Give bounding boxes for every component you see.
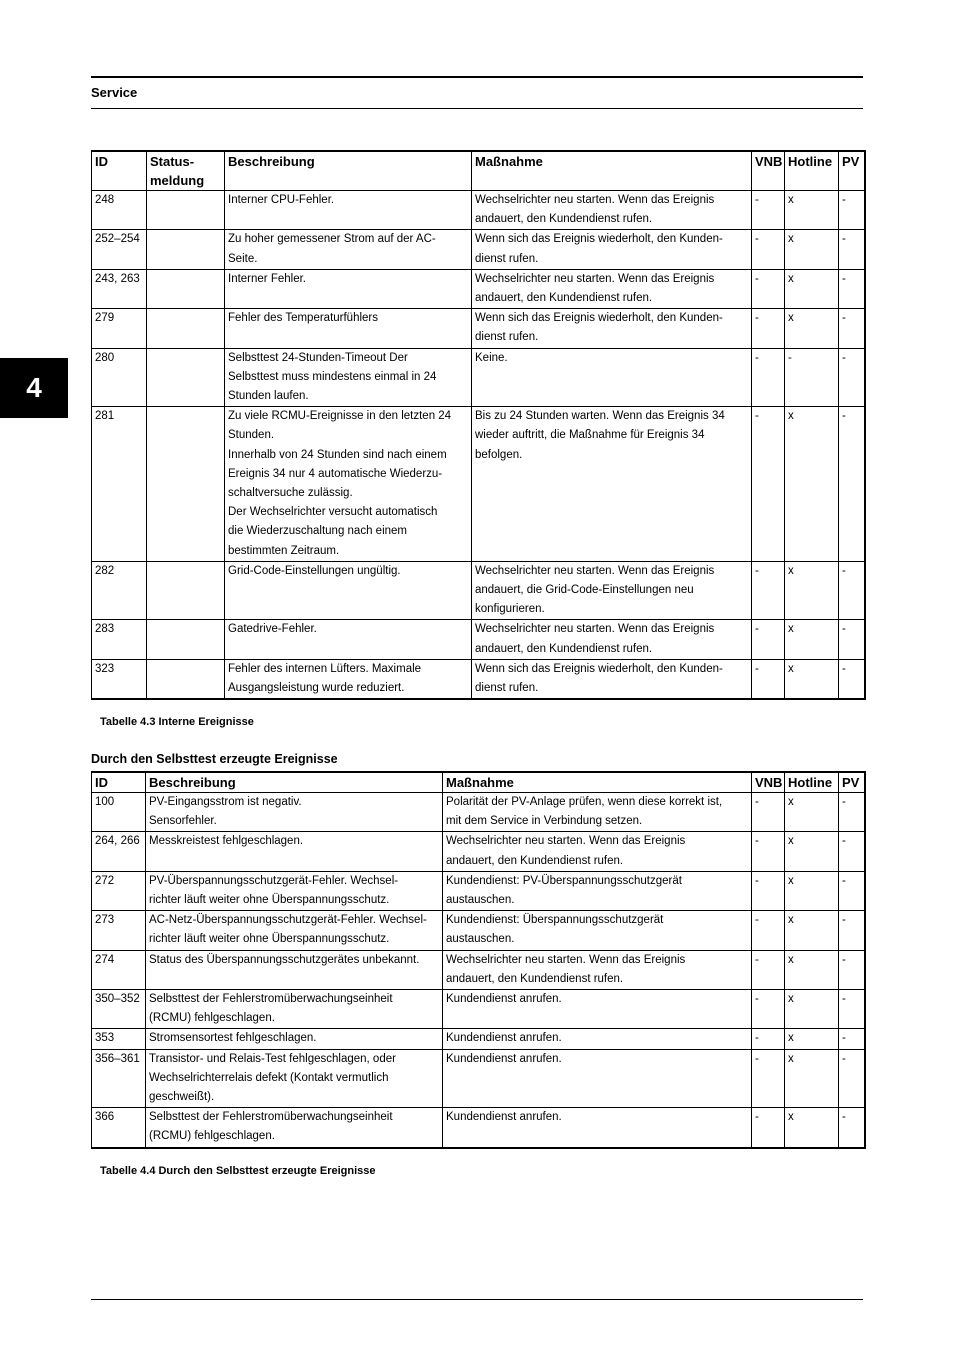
cell-pv: - [839,793,865,832]
col-header-id: ID [92,772,146,793]
cell-id: 353 [92,1029,146,1049]
cell-description [146,911,443,950]
cell-description [225,659,472,699]
cell-description-line: die Wiederzuschaltung nach einem [228,525,407,538]
cell-vnb: - [752,871,785,910]
cell-hotline: x [785,911,839,950]
cell-vnb: - [752,832,785,871]
cell-pv: - [839,230,865,269]
cell-description-line: richter läuft weiter ohne Überspannungsschutz. [149,894,390,907]
cell-action-line: konfigurieren. [475,603,545,616]
cell-action-line: Wechselrichter neu starten. Wenn das Ereignis [446,953,686,966]
cell-action [443,832,752,871]
cell-action [443,950,752,989]
cell-description-line: Ausgangsleistung wurde reduziert. [228,682,405,695]
cell-hotline: x [785,620,839,659]
cell-action-line: Kundendienst: PV-Überspannungsschutzgerät [446,874,682,887]
cell-action-line: Wenn sich das Ereignis wiederholt, den Kunden- [475,312,723,325]
cell-pv: - [839,620,865,659]
cell-id: 272 [92,871,146,910]
cell-action-line: Wechselrichter neu starten. Wenn das Ereignis [475,194,715,206]
col-header-status: Status- meldung [147,151,225,191]
cell-hotline: x [785,832,839,871]
cell-action-line: Keine. [475,351,508,364]
table-row [92,230,865,269]
cell-action-line: dienst rufen. [475,682,539,695]
cell-description [146,990,443,1029]
cell-description-line: Stunden. [228,429,275,442]
top-rule [91,76,863,78]
cell-action [443,793,752,832]
cell-vnb: - [752,561,785,620]
cell-description [146,950,443,989]
cell-action-line: andauert, den Kundendienst rufen. [475,642,653,655]
cell-action [472,561,752,620]
cell-action-line: Kundendienst anrufen. [446,993,562,1006]
cell-pv: - [839,348,865,407]
cell-action-line: Kundendienst anrufen. [446,1032,562,1045]
internal-events-table [91,150,866,700]
cell-status [147,407,225,562]
cell-id: 243, 263 [92,269,147,308]
cell-description-line: Sensorfehler. [149,815,217,828]
cell-hotline: x [785,871,839,910]
table-caption: Tabelle 4.3 Interne Ereignisse [100,716,254,728]
cell-action [472,348,752,407]
cell-action-line: mit dem Service in Verbindung setzen. [446,815,643,828]
cell-id: 356–361 [92,1049,146,1108]
cell-id: 279 [92,309,147,348]
cell-pv: - [839,659,865,699]
cell-hotline: x [785,990,839,1029]
cell-action [443,1049,752,1108]
cell-action [443,911,752,950]
cell-vnb: - [752,950,785,989]
cell-pv: - [839,911,865,950]
cell-vnb: - [752,1029,785,1049]
cell-description [146,871,443,910]
cell-action-line: Wechselrichter neu starten. Wenn das Ereignis [475,623,715,636]
cell-status [147,620,225,659]
cell-vnb: - [752,269,785,308]
cell-action [443,990,752,1029]
table-row [92,793,865,832]
cell-hotline: x [785,230,839,269]
cell-id: 264, 266 [92,832,146,871]
table-caption: Tabelle 4.4 Durch den Selbsttest erzeugte Ereignisse [100,1165,376,1177]
cell-description [225,348,472,407]
cell-action [443,1108,752,1148]
cell-pv: - [839,191,865,230]
cell-pv: - [839,990,865,1029]
cell-hotline: x [785,1108,839,1148]
cell-action-line: andauert, den Kundendienst rufen. [446,972,624,985]
cell-id: 281 [92,407,147,562]
cell-action-line: Wechselrichter neu starten. Wenn das Ereignis [475,272,715,285]
cell-description [225,407,472,562]
table-row [92,407,865,562]
cell-action-line: Wechselrichter neu starten. Wenn das Ereignis [446,835,686,848]
cell-id: 283 [92,620,147,659]
cell-action-line: austauschen. [446,894,515,907]
cell-pv: - [839,309,865,348]
cell-hotline: x [785,793,839,832]
table-header-row [92,772,865,793]
cell-action-line: dienst rufen. [475,331,539,344]
table-header-row [92,151,865,191]
cell-vnb: - [752,911,785,950]
col-header-vnb: VNB [752,772,785,793]
cell-description-line: geschweißt). [149,1091,215,1104]
cell-vnb: - [752,348,785,407]
table-row [92,561,865,620]
table-row [92,1049,865,1108]
cell-hotline: x [785,407,839,562]
cell-vnb: - [752,1049,785,1108]
cell-description [225,269,472,308]
table-row [92,832,865,871]
cell-description-line: richter läuft weiter ohne Überspannungsschutz. [149,933,390,946]
cell-status [147,309,225,348]
cell-description-line: Innerhalb von 24 Stunden sind nach einem [228,448,447,461]
cell-pv: - [839,561,865,620]
cell-hotline: x [785,1029,839,1049]
cell-pv: - [839,1049,865,1108]
cell-action-line: befolgen. [475,448,523,461]
cell-description-line: Gatedrive-Fehler. [228,623,317,636]
col-header-pv: PV [839,772,865,793]
table-row [92,348,865,407]
cell-id: 366 [92,1108,146,1148]
cell-hotline: x [785,309,839,348]
cell-hotline: x [785,269,839,308]
cell-pv: - [839,832,865,871]
cell-vnb: - [752,191,785,230]
cell-id: 274 [92,950,146,989]
cell-description-line: bestimmten Zeitraum. [228,544,340,557]
cell-description-line: Selbsttest der Fehlerstromüberwachungseinheit [149,1111,393,1124]
cell-action [443,871,752,910]
cell-description-line: PV-Überspannungsschutzgerät-Fehler. Wechsel- [149,874,399,887]
cell-description-line: Interner CPU-Fehler. [228,194,335,206]
cell-action [472,191,752,230]
cell-pv: - [839,269,865,308]
cell-action-line: dienst rufen. [475,252,539,265]
table-row [92,871,865,910]
cell-hotline: x [785,191,839,230]
cell-description [225,309,472,348]
cell-action-line: andauert, den Kundendienst rufen. [475,213,653,226]
col-header-hotline: Hotline [785,772,839,793]
col-header-hotline: Hotline [785,151,839,191]
col-header-description: Beschreibung [225,151,472,191]
cell-description-line: Selbsttest der Fehlerstromüberwachungseinheit [149,993,393,1006]
chapter-tab: 4 [0,358,68,418]
cell-action-line: Kundendienst: Überspannungsschutzgerät [446,914,664,927]
cell-id: 323 [92,659,147,699]
section-title: Durch den Selbsttest erzeugte Ereignisse [91,752,338,766]
selftest-events-table [91,771,866,1149]
cell-vnb: - [752,793,785,832]
cell-description-line: Selbsttest 24-Stunden-Timeout Der [228,351,408,364]
cell-description-line: AC-Netz-Überspannungsschutzgerät-Fehler. Wechsel- [149,914,427,927]
cell-description-line: schaltversuche zulässig. [228,487,353,500]
cell-description [146,793,443,832]
cell-description-line: (RCMU) fehlgeschlagen. [149,1130,275,1143]
cell-description [225,230,472,269]
cell-hotline: x [785,950,839,989]
cell-description-line: Der Wechselrichter versucht automatisch [228,506,438,519]
cell-description-line: (RCMU) fehlgeschlagen. [149,1012,275,1025]
cell-description-line: Messkreistest fehlgeschlagen. [149,835,304,848]
cell-action-line: andauert, die Grid-Code-Einstellungen neu [475,584,694,597]
cell-vnb: - [752,620,785,659]
cell-action-line: Kundendienst anrufen. [446,1111,562,1124]
cell-description [146,1108,443,1148]
cell-description-line: Grid-Code-Einstellungen ungültig. [228,564,401,577]
col-header-action: Maßnahme [443,772,752,793]
table-row [92,1108,865,1148]
cell-id: 282 [92,561,147,620]
footer-rule [91,1299,863,1300]
cell-hotline: x [785,659,839,699]
cell-description-line: Status des Überspannungsschutzgerätes unbekannt. [149,953,420,966]
cell-description-line: Stunden laufen. [228,390,309,403]
cell-action [472,407,752,562]
col-header-id: ID [92,151,147,191]
cell-action-line: Kundendienst anrufen. [446,1052,562,1065]
cell-status [147,230,225,269]
col-header-description: Beschreibung [146,772,443,793]
cell-description-line: Wechselrichterrelais defekt (Kontakt vermutlich [149,1071,389,1084]
cell-description [225,561,472,620]
cell-vnb: - [752,990,785,1029]
cell-description-line: Stromsensortest fehlgeschlagen. [149,1032,317,1045]
cell-pv: - [839,1029,865,1049]
table-row [92,620,865,659]
cell-pv: - [839,950,865,989]
cell-description-line: Seite. [228,252,258,265]
cell-action-line: Wechselrichter neu starten. Wenn das Ereignis [475,564,715,577]
cell-action [443,1029,752,1049]
cell-description-line: PV-Eingangsstrom ist negativ. [149,796,302,808]
cell-pv: - [839,871,865,910]
cell-action-line: Bis zu 24 Stunden warten. Wenn das Ereignis 34 [475,410,725,423]
cell-status [147,659,225,699]
cell-hotline: x [785,561,839,620]
cell-description [225,620,472,659]
cell-action-line: andauert, den Kundendienst rufen. [475,292,653,305]
cell-id: 248 [92,191,147,230]
cell-description-line: Zu viele RCMU-Ereignisse in den letzten 24 [228,410,452,423]
cell-status [147,348,225,407]
table-row [92,659,865,699]
col-header-vnb: VNB [752,151,785,191]
cell-action-line: austauschen. [446,933,515,946]
table-row [92,191,865,230]
cell-description-line: Selbsttest muss mindestens einmal in 24 [228,370,437,383]
cell-status [147,561,225,620]
cell-description [146,1049,443,1108]
page-header-title: Service [91,85,138,100]
cell-description-line: Interner Fehler. [228,272,306,285]
cell-id: 350–352 [92,990,146,1029]
cell-vnb: - [752,407,785,562]
cell-action [472,620,752,659]
cell-hotline: x [785,1049,839,1108]
cell-description-line: Transistor- und Relais-Test fehlgeschlagen, oder [149,1052,396,1065]
table-row [92,269,865,308]
col-header-pv: PV [839,151,865,191]
table-row [92,1029,865,1049]
cell-hotline: - [785,348,839,407]
cell-action-line: Polarität der PV-Anlage prüfen, wenn diese korrekt ist, [446,796,723,808]
cell-description [225,191,472,230]
cell-description [146,832,443,871]
table-row [92,309,865,348]
table-row [92,911,865,950]
cell-action [472,269,752,308]
cell-vnb: - [752,659,785,699]
cell-description-line: Fehler des internen Lüfters. Maximale [228,662,422,675]
cell-action [472,230,752,269]
cell-description-line: Zu hoher gemessener Strom auf der AC- [228,233,436,246]
cell-description [146,1029,443,1049]
cell-action-line: andauert, den Kundendienst rufen. [446,854,624,867]
cell-id: 252–254 [92,230,147,269]
cell-status [147,191,225,230]
cell-status [147,269,225,308]
cell-vnb: - [752,1108,785,1148]
cell-action [472,309,752,348]
cell-id: 273 [92,911,146,950]
table-row [92,950,865,989]
cell-id: 280 [92,348,147,407]
cell-vnb: - [752,309,785,348]
col-header-action: Maßnahme [472,151,752,191]
cell-vnb: - [752,230,785,269]
cell-action-line: Wenn sich das Ereignis wiederholt, den Kunden- [475,233,723,246]
cell-description-line: Fehler des Temperaturfühlers [228,312,378,325]
cell-action-line: wieder auftritt, die Maßnahme für Ereignis 34 [475,429,705,442]
cell-pv: - [839,1108,865,1148]
cell-pv: - [839,407,865,562]
cell-action [472,659,752,699]
cell-action-line: Wenn sich das Ereignis wiederholt, den Kunden- [475,662,723,675]
table-row [92,990,865,1029]
header-rule [91,108,863,109]
cell-description-line: Ereignis 34 nur 4 automatische Wiederzu- [228,467,443,480]
cell-id: 100 [92,793,146,832]
